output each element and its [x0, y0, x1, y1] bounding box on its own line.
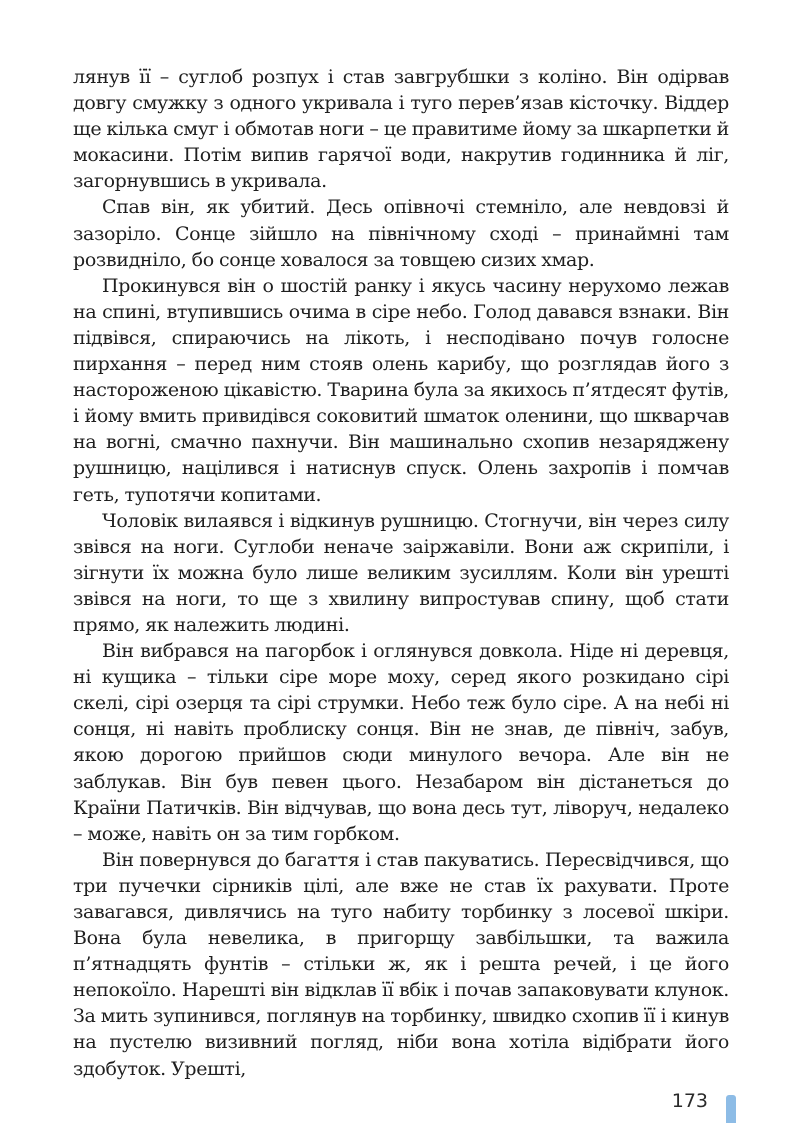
paragraph-6: Він повернувся до багаття і став пакуватись. Пересвідчився, що три пучечки сірників цілі, але вже не став їх рахувати. Проте завагався, дивлячись на туго набиту торбинку з лосевої шкіри. Вона була невелика, в пригорщу завбільшки, та важила п’ятнадцять фунтів – стільки ж, як і решта речей, і це його непокоїло. Нарешті він відклав її вбік і почав запаковувати клунок. За мить зупинився, поглянув на торбинку, швидко схопив її і кинув на пустелю визивний погляд, ніби вона хотіла відібрати його здобуток. Урешті, [73, 848, 729, 1080]
paragraph-1: лянув її – суглоб розпух і став завгрубшки з коліно. Він одірвав довгу смужку з одного укривала і туго перев’язав кісточку. Віддер ще кілька смуг і обмотав ноги – це правитиме йому за шкарпетки й мокасини. Потім випив гарячої води, накрутив годинника й ліг, загорнувшись в укривала. [73, 66, 729, 193]
page-number: 173 [671, 1090, 708, 1112]
paragraph-3: Прокинувся він о шостій ранку і якусь часину нерухомо лежав на спині, втупившись очима в сіре небо. Голод давався взнаки. Він підвівся, спираючись на лікоть, і несподівано почув голосне пирхання – перед ним стояв олень карибу, що розглядав його з настороженою цікавістю. Тварина була за якихось п’ятдесят футів, і йому вмить привидівся соковитий шматок оленини, що шкварчав на вогні, смачно пахнучи. Він машинально схопив незаряджену рушницю, націлився і натиснув спуск. Олень захропів і помчав геть, тупотячи копитами. [73, 274, 729, 506]
page-body [73, 64, 729, 1082]
paragraph-5: Він вибрався на пагорбок і оглянувся довкола. Ніде ні деревця, ні кущика – тільки сіре море моху, серед якого розкидано сірі скелі, сірі озерця та сірі струмки. Небо теж було сіре. А на небі ні сонця, ні навіть проблиску сонця. Він не знав, де північ, забув, якою дорогою прийшов сюди минулого вечора. Але він не заблукав. Він був певен цього. Незабаром він дістанеться до Країни Патичків. Він відчував, що вона десь тут, ліворуч, недалеко – може, навіть он за тим горбком. [73, 640, 729, 845]
paragraph-4: Чоловік вилаявся і відкинув рушницю. Стогнучи, він через силу звівся на ноги. Суглоби неначе заіржавіли. Вони аж скрипіли, і зігнути їх можна було лише великим зусиллям. Коли він урешті звівся на ноги, то ще з хвилину випростував спину, щоб стати прямо, як належить людині. [73, 509, 729, 636]
page-edge-tab [726, 1095, 736, 1123]
paragraph-2: Спав він, як убитий. Десь опівночі стемніло, але невдовзі й зазоріло. Сонце зійшло на північному сході – принаймні там розвиднілo, бо сонце ховалося за товщею сизих хмар. [73, 196, 729, 271]
